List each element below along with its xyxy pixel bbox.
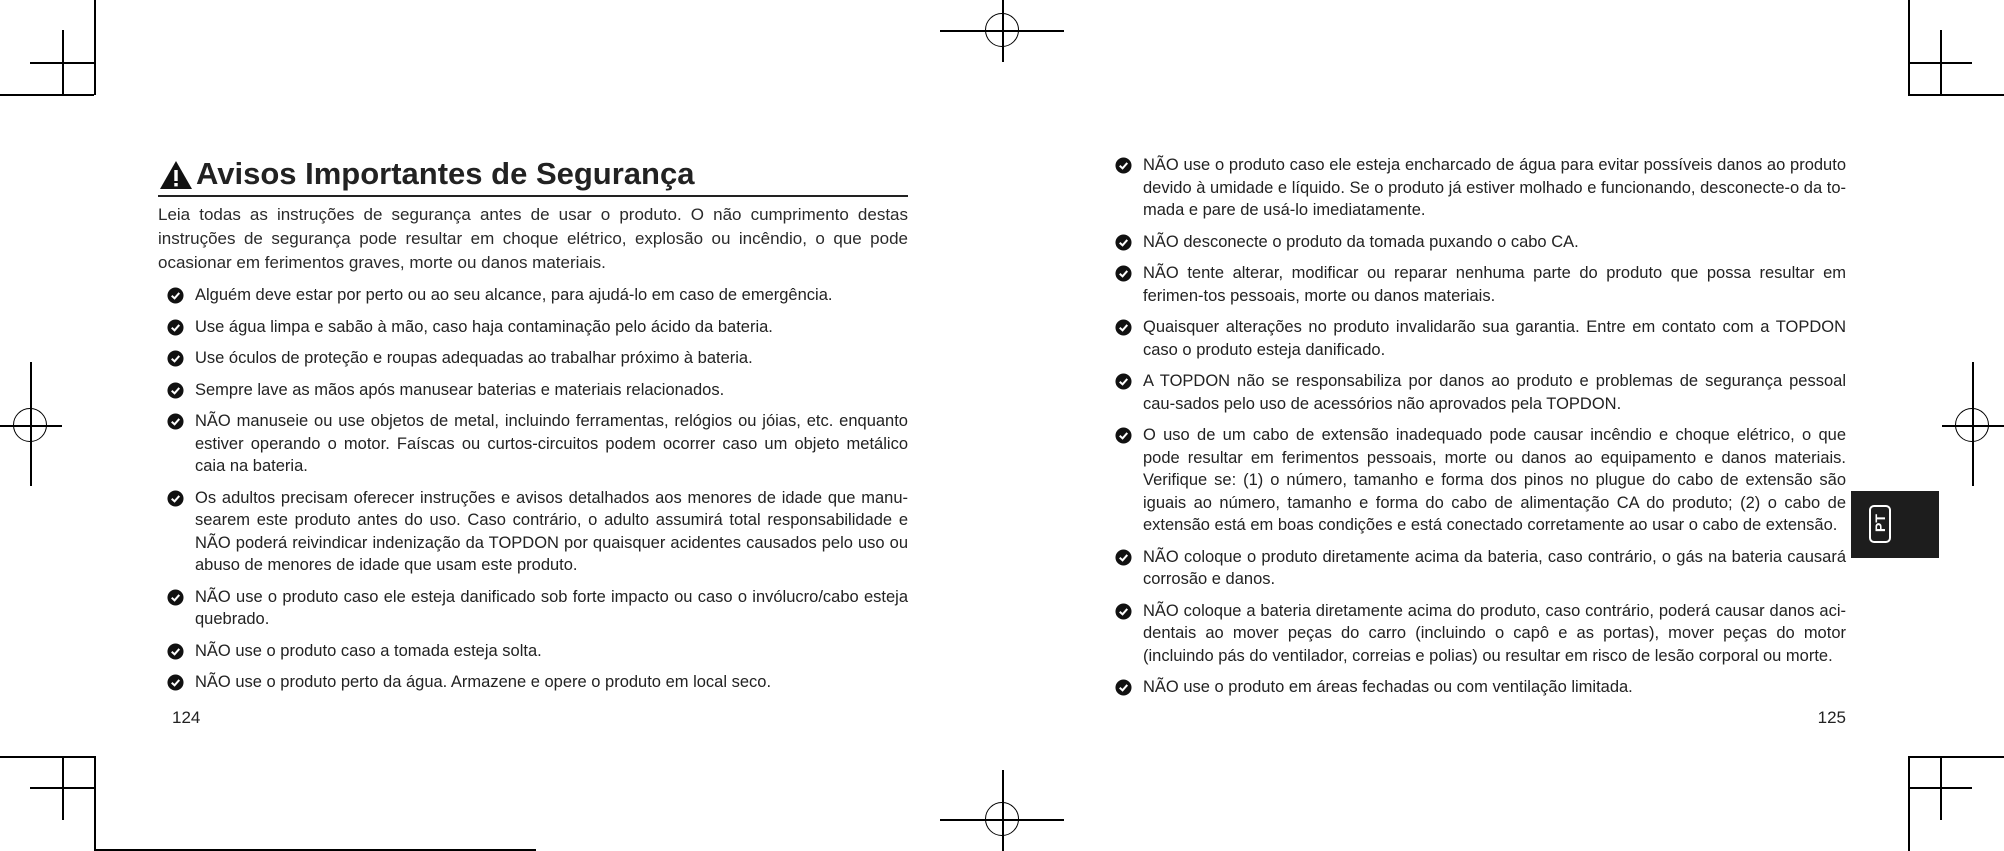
list-item xyxy=(1106,676,1846,699)
list-item xyxy=(1106,370,1846,415)
list-item-text: Alguém deve estar por perto ou ao seu alcance, para ajudá-lo em caso de emergência. xyxy=(195,286,833,304)
check-circle-icon xyxy=(1115,157,1132,174)
warning-icon xyxy=(158,159,194,191)
check-circle-icon xyxy=(1115,603,1132,620)
check-circle-icon xyxy=(167,287,184,304)
check-circle-icon xyxy=(1115,265,1132,282)
check-circle-icon xyxy=(1115,319,1132,336)
list-item xyxy=(158,347,908,370)
list-item-text: Use água limpa e sabão à mão, caso haja contaminação pelo ácido da bateria. xyxy=(195,317,773,336)
check-circle-icon xyxy=(167,589,184,606)
list-item-text: O uso de um cabo de extensão inadequado pode causar incêndio e choque elétrico, o que pode resultar em ferimentos pessoais, morte ou danos ao equipamento e danos materiais. Verifique se: (1) o número, tamanho e forma dos pinos no plugue do cabo de extensão são iguais ao número, tamanho e forma do cabo de alimentação CA do produto; (2) o cabo de extensão está em boas condições e está conectado corretamente ao usar o cabo de extensão. xyxy=(1143,426,1846,534)
list-item xyxy=(1106,262,1846,307)
list-item xyxy=(158,379,908,402)
list-item xyxy=(158,640,908,663)
list-item-text: NÃO desconecte o produto da tomada puxando o cabo CA. xyxy=(1143,232,1579,251)
list-item-text: NÃO manuseie ou use objetos de metal, incluindo ferramentas, relógios ou jóias, etc. enquanto estiver operando o motor. Faíscas ou curtos-circuitos podem ocorrer caso um objeto metálico caia na bateria. xyxy=(195,412,908,475)
safety-list xyxy=(158,284,908,703)
list-item-text: NÃO use o produto caso ele esteja danificado sob forte impacto ou caso o invólucro/cabo esteja quebrado. xyxy=(195,587,908,628)
check-circle-icon xyxy=(167,643,184,660)
check-circle-icon xyxy=(167,319,184,336)
page-number-right: 125 xyxy=(1817,708,1846,727)
check-circle-icon xyxy=(1115,373,1132,390)
list-item-text: Sempre lave as mãos após manusear baterias e materiais relacionados. xyxy=(195,380,725,399)
list-item xyxy=(158,410,908,478)
intro-paragraph: Leia todas as instruções de segurança antes de usar o produto. O não cumprimento destas instruções de segurança pode resultar em choque elétrico, explosão ou incêndio, o que pode ocasionar em ferimentos graves, morte ou danos materiais. xyxy=(158,205,908,272)
list-item xyxy=(1106,424,1846,537)
check-circle-icon xyxy=(167,674,184,691)
check-circle-icon xyxy=(1115,427,1132,444)
list-item xyxy=(1106,316,1846,361)
check-circle-icon xyxy=(167,413,184,430)
list-item xyxy=(1106,231,1846,254)
list-item-text: NÃO coloque a bateria diretamente acima do produto, caso contrário, poderá causar danos aci-dentais ao mover peças do carro (incluindo o capô e as portas), mover peças do motor (incluindo pás do ventilador, correias e polias) ou resultar em risco de lesão corporal ou morte. xyxy=(1143,601,1846,665)
list-item-text: NÃO use o produto caso a tomada esteja solta. xyxy=(195,641,542,660)
check-circle-icon xyxy=(1115,549,1132,566)
list-item-text: NÃO use o produto em áreas fechadas ou com ventilação limitada. xyxy=(1143,678,1633,696)
list-item-text: NÃO tente alterar, modificar ou reparar nenhuma parte do produto que possa resultar em ferimen-tos pessoais, morte ou danos materiais. xyxy=(1143,264,1846,305)
page-number-left: 124 xyxy=(172,708,201,727)
section-header xyxy=(158,155,908,197)
check-circle-icon xyxy=(167,382,184,399)
list-item-text: NÃO coloque o produto diretamente acima da bateria, caso contrário, o gás na bateria causará corrosão e danos. xyxy=(1143,547,1846,588)
list-item-text: Use óculos de proteção e roupas adequadas ao trabalhar próximo à bateria. xyxy=(195,349,753,367)
list-item xyxy=(1106,154,1846,222)
list-item xyxy=(158,671,908,694)
list-item-text: A TOPDON não se responsabiliza por danos ao produto e problemas de segurança pessoal cau-sados pelo uso de acessórios não aprovados pela TOPDON. xyxy=(1143,372,1846,413)
list-item-text: Os adultos precisam oferecer instruções e avisos detalhados aos menores de idade que manu-searem este produto antes do uso. Caso contrário, o adulto assumirá total responsabilidade e NÃO poderá reivindicar indenização da TOPDON por quaisquer acidentes causados pelo uso ou abuso de menores de idade que usam este produto. xyxy=(195,488,908,574)
check-circle-icon xyxy=(1115,679,1132,696)
check-circle-icon xyxy=(1115,234,1132,251)
list-item-text: Quaisquer alterações no produto invalidarão sua garantia. Entre em contato com a TOPDON caso o produto esteja danificado. xyxy=(1143,318,1846,359)
check-circle-icon xyxy=(167,350,184,367)
check-circle-icon xyxy=(167,490,184,507)
list-item xyxy=(158,487,908,577)
list-item xyxy=(1106,600,1846,668)
safety-list-continued xyxy=(1106,154,1846,708)
page-title: Avisos Importantes de Segurança xyxy=(196,156,695,191)
list-item-text: NÃO use o produto perto da água. Armazene e opere o produto em local seco. xyxy=(195,673,772,691)
list-item-text: NÃO use o produto caso ele esteja encharcado de água para evitar possíveis danos ao produto devido à umidade e líquido. Se o produto já estiver molhado e funcionando, desconecte-o da to-mada e pare de usá-lo imediatamente. xyxy=(1143,156,1846,219)
language-label: PT xyxy=(1872,514,1888,532)
list-item xyxy=(158,316,908,339)
list-item xyxy=(158,586,908,631)
list-item xyxy=(1106,546,1846,591)
language-tab xyxy=(1851,491,1939,558)
list-item xyxy=(158,284,908,307)
